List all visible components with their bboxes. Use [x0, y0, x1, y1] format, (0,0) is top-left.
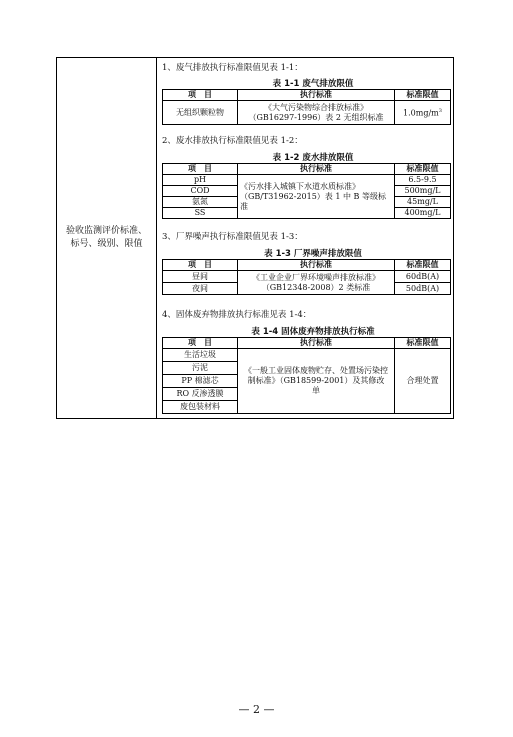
table1-header-limit: 标准限值 — [395, 90, 451, 101]
water-intro: 2、废水排放执行标准限值见表 1-2： — [162, 136, 303, 146]
table2-item: SS — [163, 208, 238, 219]
table2-header-limit: 标准限值 — [395, 164, 451, 175]
table1-limit-sup: 3 — [438, 108, 442, 115]
table2-limit: 6.5-9.5 — [395, 175, 451, 186]
table1-limit-value: 1.0mg/m — [403, 108, 439, 118]
table3-header-limit: 标准限值 — [395, 260, 451, 271]
table3-standard: 《工业企业厂界环境噪声排放标准》（GB12348-2008）2 类标准 — [238, 271, 395, 295]
table3-header-item: 项 目 — [163, 260, 238, 271]
table4-item: RO 反渗透膜 — [163, 388, 238, 401]
table4-header-standard: 执行标准 — [238, 338, 395, 349]
table4-standard: 《一般工业固体废物贮存、处置场污染控制标准》（GB18599-2001）及其修改单 — [238, 349, 395, 414]
content-cell — [157, 58, 453, 418]
table4-item: PP 棉滤芯 — [163, 375, 238, 388]
table1-limit — [395, 101, 451, 125]
row-label-cell — [57, 58, 157, 418]
table4-caption: 表 1-4 固体废弃物排放执行标准 — [251, 327, 375, 337]
table3-caption: 表 1-3 厂界噪声排放限值 — [264, 249, 362, 259]
table2-water-limits — [162, 163, 451, 219]
solid-intro: 4、固体废弃物排放执行标准见表 1-4： — [162, 310, 312, 320]
table1-standard-line1: 《大气污染物综合排放标准》 — [264, 102, 368, 112]
table1-gas-limits — [162, 89, 451, 125]
table2-caption: 表 1-2 废水排放限值 — [272, 153, 354, 163]
table4-solid-waste — [162, 337, 451, 414]
table1-standard-line2: （GB16297-1996）表 2 无组织标准 — [248, 112, 384, 122]
table4-item: 污泥 — [163, 362, 238, 375]
evaluation-standards-table — [56, 57, 454, 419]
table3-item: 昼间 — [163, 271, 238, 283]
table2-item: 氨氮 — [163, 197, 238, 208]
table1-item: 无组织颗粒物 — [163, 101, 238, 125]
table2-limit: 500mg/L — [395, 186, 451, 197]
table3-item: 夜间 — [163, 283, 238, 295]
table1-standard — [238, 101, 395, 125]
table2-limit: 45mg/L — [395, 197, 451, 208]
table1-caption: 表 1-1 废气排放限值 — [272, 79, 354, 89]
table3-limit: 60dB(A) — [395, 271, 451, 283]
table4-header-limit: 标准限值 — [395, 338, 451, 349]
row-label: 验收监测评价标准、标号、级别、限值 — [65, 226, 147, 249]
table4-item: 生活垃圾 — [163, 349, 238, 362]
table4-limit: 合理处置 — [395, 349, 451, 414]
gas-intro: 1、废气排放执行标准限值见表 1-1： — [162, 63, 303, 73]
table2-header-standard: 执行标准 — [238, 164, 395, 175]
table1-header-standard: 执行标准 — [238, 90, 395, 101]
table2-standard: 《污水排入城镇下水道水质标准》（GB/T31962-2015）表 1 中 B 等级标准 — [238, 175, 395, 219]
noise-intro: 3、厂界噪声执行标准限值见表 1-3： — [162, 232, 303, 242]
table2-item: pH — [163, 175, 238, 186]
page-number: — 2 — — [238, 703, 275, 716]
table3-limit: 50dB(A) — [395, 283, 451, 295]
table4-header-item: 项 目 — [163, 338, 238, 349]
table2-item: COD — [163, 186, 238, 197]
table3-header-standard: 执行标准 — [238, 260, 395, 271]
table2-limit: 400mg/L — [395, 208, 451, 219]
table4-item: 废包装材料 — [163, 401, 238, 414]
table3-noise-limits — [162, 259, 451, 295]
table2-header-item: 项 目 — [163, 164, 238, 175]
table1-header-item: 项 目 — [163, 90, 238, 101]
